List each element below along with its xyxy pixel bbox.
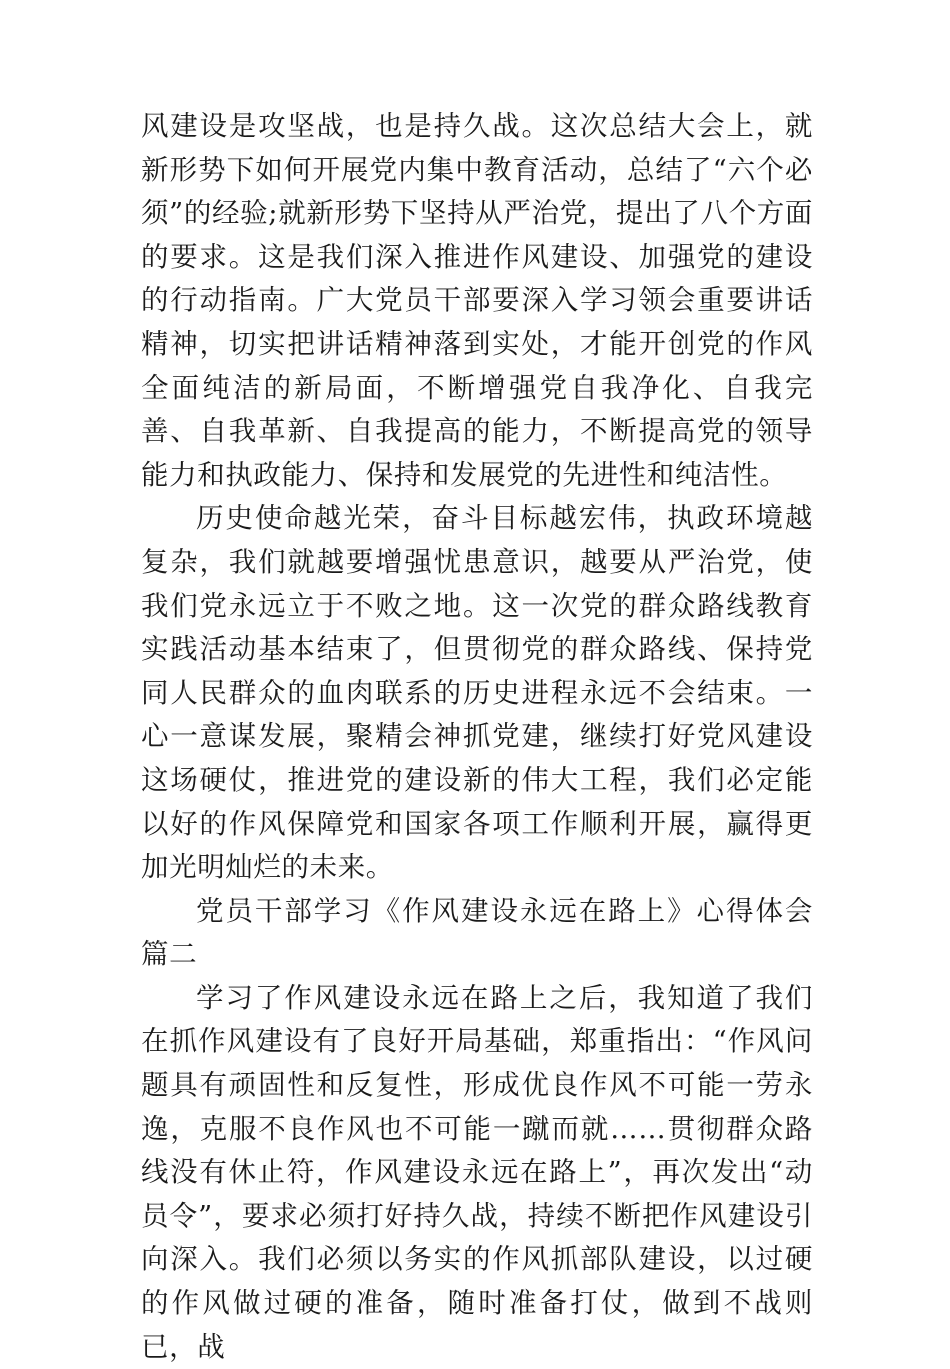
- paragraph-1: 风建设是攻坚战，也是持久战。这次总结大会上，就新形势下如何开展党内集中教育活动，总结了“六个必须”的经验;就新形势下坚持从严治党，提出了八个方面的要求。这是我们深入推进作风建设、加强党的建设的行动指南。广大党员干部要深入学习领会重要讲话精神，切实把讲话精神落到实处，才能开创党的作风全面纯洁的新局面，不断增强党自我净化、自我完善、自我革新、自我提高的能力，不断提高党的领导能力和执政能力、保持和发展党的先进性和纯洁性。: [141, 110, 813, 491]
- document-body: [141, 105, 813, 1369]
- paragraph-2: 历史使命越光荣，奋斗目标越宏伟，执政环境越复杂，我们就越要增强忧患意识，越要从严治党，使我们党永远立于不败之地。这一次党的群众路线教育实践活动基本结束了，但贯彻党的群众路线、保持党同人民群众的血肉联系的历史进程永远不会结束。一心一意谋发展，聚精会神抓党建，继续打好党风建设这场硬仗，推进党的建设新的伟大工程，我们必定能以好的作风保障党和国家各项工作顺利开展，赢得更加光明灿烂的未来。: [141, 502, 813, 884]
- paragraph-3: 学习了作风建设永远在路上之后，我知道了我们在抓作风建设有了良好开局基础，郑重指出：“作风问题具有顽固性和反复性，形成优良作风不可能一劳永逸，克服不良作风也不可能一蹴而就……贯彻群众路线没有休止符，作风建设永远在路上”，再次发出“动员令”，要求必须打好持久战，持续不断把作风建设引向深入。我们必须以务实的作风抓部队建设，以过硬的作风做过硬的准备，随时准备打仗，做到不战则已，战: [141, 981, 813, 1363]
- section-heading: 党员干部学习《作风建设永远在路上》心得体会篇二: [141, 894, 813, 971]
